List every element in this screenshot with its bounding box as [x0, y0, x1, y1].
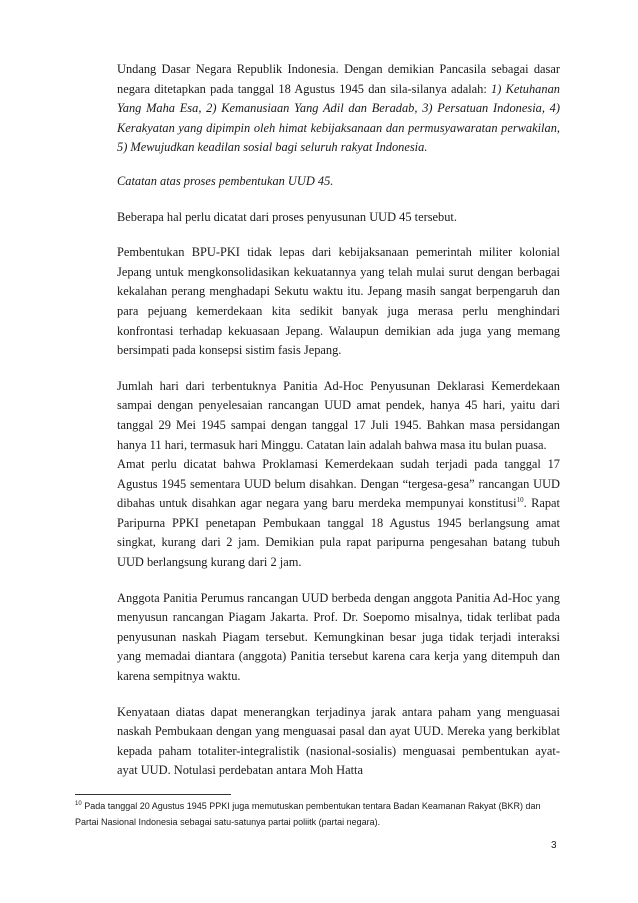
footnote-text: Pada tanggal 20 Agustus 1945 PPKI juga memutuskan pembentukan tentara Badan Keamanan Rakyat (BKR) dan Partai Nasional Indonesia sebagai satu-satunya partai poliitk (partai negara).	[75, 801, 541, 827]
intro-text: Undang Dasar Negara Republik Indonesia. Dengan demikian Pancasila sebagai dasar negara ditetapkan pada tanggal 18 Agustus 1945 dan sila-silanya adalah:	[117, 62, 560, 96]
paragraph-jumlah-hari: Jumlah hari dari terbentuknya Panitia Ad-Hoc Penyusunan Deklarasi Kemerdekaan sampai dengan penyelesaian rancangan UUD amat pendek, hanya 45 hari, yaitu dari tanggal 29 Mei 1945 sampai dengan tanggal 17 Juli 1945. Bahkan masa persidangan hanya 11 hari, termasuk hari Minggu. Catatan lain adalah bahwa masa itu bulan puasa.	[117, 378, 560, 452]
body-text	[117, 60, 560, 797]
footnote-number: 10	[75, 801, 82, 807]
paragraph-anggota: Anggota Panitia Perumus rancangan UUD berbeda dengan anggota Panitia Ad-Hoc yang menyusun rancangan Piagam Jakarta. Prof. Dr. Soepomo misalnya, tidak terlibat pada penyusunan naskah Piagam tersebut. Kemungkinan besar juga tidak terjadi interaksi yang memadai diantara (anggota) Panitia tersebut karena cara kerja yang ditempuh dan karena sempitnya waktu.	[117, 590, 560, 684]
footnote	[75, 798, 563, 830]
section-title	[117, 172, 560, 192]
page-number: 3	[551, 840, 557, 851]
proklamasi-text-b: . Rapat Paripurna PPKI penetapan Pembukaan tanggal 18 Agustus 1945 berlangsung amat singkat, kurang dari 2 jam. Demikian pula rapat paripurna pengesahan batang tubuh UUD berlangsung kurang dari 2 jam.	[117, 496, 560, 570]
paragraph-kenyataan: Kenyataan diatas dapat menerangkan terjadinya jarak antara paham yang menguasai naskah Pembukaan dengan yang menguasai pasal dan ayat UUD. Mereka yang berkiblat kepada paham totaliter-integralistik (nasional-sosialis) menguasai pembentukan ayat-ayat UUD. Notulasi perdebatan antara Moh Hatta	[117, 704, 560, 778]
section-title-text: Catatan atas proses pembentukan UUD 45.	[117, 173, 334, 188]
paragraph-bpupki: Pembentukan BPU-PKI tidak lepas dari kebijaksanaan pemerintah militer kolonial Jepang untuk mengkonsolidasikan kekuatannya yang telah mulai surut dengan berbagai kekalahan perang menghadapi Sekutu waktu itu. Jepang masih sangat berpengaruh dan para pejuang kemerdekaan kita sedikit banyak juga merasa perlu menghindari konfrontasi terhadap kekuasaan Jepang. Walaupun demikian ada juga yang memang bersimpati pada konsepsi sistim fasis Jepang.	[117, 245, 560, 358]
sila-list: 1) Ketuhanan Yang Maha Esa, 2) Kemanusiaan Yang Adil dan Beradab, 3) Persatuan Indonesia, 4) Kerakyatan yang dipimpin oleh himat kebijaksanaan dan permusyawaratan perwakilan, 5) Mewujudkan keadilan sosial bagi seluruh rakyat Indonesia.	[117, 81, 560, 155]
footnote-divider	[75, 794, 231, 795]
proklamasi-text-a: Amat perlu dicatat bahwa Proklamasi Kemerdekaan sudah terjadi pada tanggal 17 Agustus 1945 sementara UUD belum disahkan. Dengan “tergesa-gesa” rancangan UUD dibahas untuk disahkan agar negara yang baru merdeka mempunyai konstitusi	[117, 457, 560, 511]
paragraph-proklamasi	[117, 455, 560, 573]
footnote-reference: 10	[516, 496, 524, 505]
paragraph-notes-intro: Beberapa hal perlu dicatat dari proses penyusunan UUD 45 tersebut.	[117, 209, 457, 224]
paragraph-intro	[117, 60, 560, 158]
